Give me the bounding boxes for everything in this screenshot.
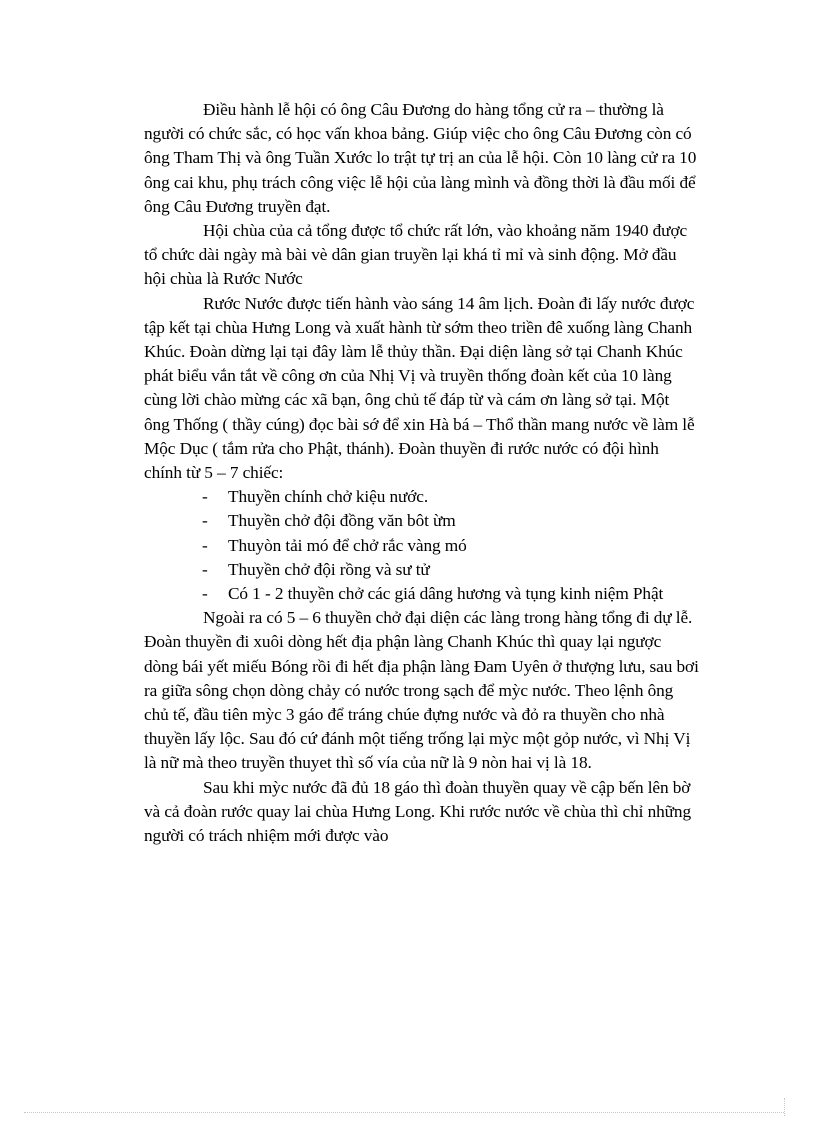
list-item-text: Có 1 - 2 thuyền chở các giá dâng hương và tụng kinh niệm Phật [228,584,664,604]
list-bullet: - [202,584,208,604]
paragraph-river-journey: Ngoài ra có 5 – 6 thuyền chở đại diện các làng trong hàng tổng đi dự lễ. Đoàn thuyền đi xuôi dòng hết địa phận làng Chanh Khúc thì quay lại ngược dòng bái yết miếu Bóng rồi đi hết địa phận làng Đam Uyên ở thượng lưu, sau bơi ra giữa sông chọn dòng chảy có nước trong sạch để mỳc nước. Theo lệnh ông chủ tế, đầu tiên mỳc 3 gáo để tráng chúe đựng nước và đỏ ra thuyền cho nhà thuyền lấy lộc. Sau đó cứ đánh một tiếng trống lại mỳc một gỏp nước, vì Nhị Vị là nữ mà theo truyền thuyet thì số vía của nữ là 9 nòn hai vị là 18. [144,608,699,773]
list-item-text: Thuyền chở đội đồng văn bôt ừm [228,511,456,531]
list-bullet: - [202,559,208,579]
list-item-text: Thuyền chở đội rồng và sư tử [228,559,430,579]
paragraph-organizers: Điều hành lễ hội có ông Câu Đương do hàng tổng cử ra – thường là người có chức sắc, có học vấn khoa bảng. Giúp việc cho ông Câu Đương còn có ông Tham Thị và ông Tuần Xước lo trật tự trị an của lễ hội. Còn 10 làng cử ra 10 ông cai khu, phụ trách công việc lễ hội của làng mình và đồng thời là đầu mối để ông Câu Đương truyền đạt. [144,100,697,216]
paragraph-water-procession: Rước Nước được tiến hành vào sáng 14 âm lịch. Đoàn đi lấy nước được tập kết tại chùa Hưng Long và xuất hành từ sớm theo triền đê xuống làng Chanh Khúc. Đoàn dừng lại tại đây làm lễ thủy thần. Đại diện làng sở tại Chanh Khúc phát biểu vắn tắt về công ơn của Nhị Vị và truyền thống đoàn kết của 10 làng cùng lời chào mừng các xã bạn, ông chủ tế đáp từ và cám ơn làng sở tại. Một ông Thống ( thầy cúng) đọc bài sớ để xin Hà bá – Thổ thần mang nước về làm lễ Mộc Dục ( tắm rửa cho Phật, thánh). Đoàn thuyền đi rước nước có đội hình chính từ 5 – 7 chiếc: [144,293,695,483]
list-item [144,558,699,582]
list-bullet: - [202,487,208,507]
list-item [144,509,699,533]
paragraph-return: Sau khi mỳc nước đã đủ 18 gáo thì đoàn thuyền quay về cập bến lên bờ và cả đoàn rước quay lai chùa Hưng Long. Khi rước nước về chùa thì chỉ những người có trách nhiệm mới được vào [144,777,691,846]
document-body [144,98,699,848]
paragraph-pagoda-festival: Hội chùa của cả tổng được tổ chức rất lớn, vào khoảng năm 1940 được tổ chức dài ngày mà bài vè dân gian truyền lại khá tỉ mỉ và sinh động. Mở đầu hội chùa là Rước Nước [144,221,688,289]
list-item [144,582,699,606]
list-item-text: Thuyòn tải mó để chở rắc vàng mó [228,535,467,555]
list-bullet: - [202,535,208,555]
list-item-text: Thuyền chính chở kiệu nước. [228,487,429,507]
page-bottom-border [24,1112,784,1113]
page-corner-mark [784,1098,785,1116]
list-item [144,485,699,509]
list-item [144,534,699,558]
boat-list [144,485,699,606]
list-bullet: - [202,511,208,531]
